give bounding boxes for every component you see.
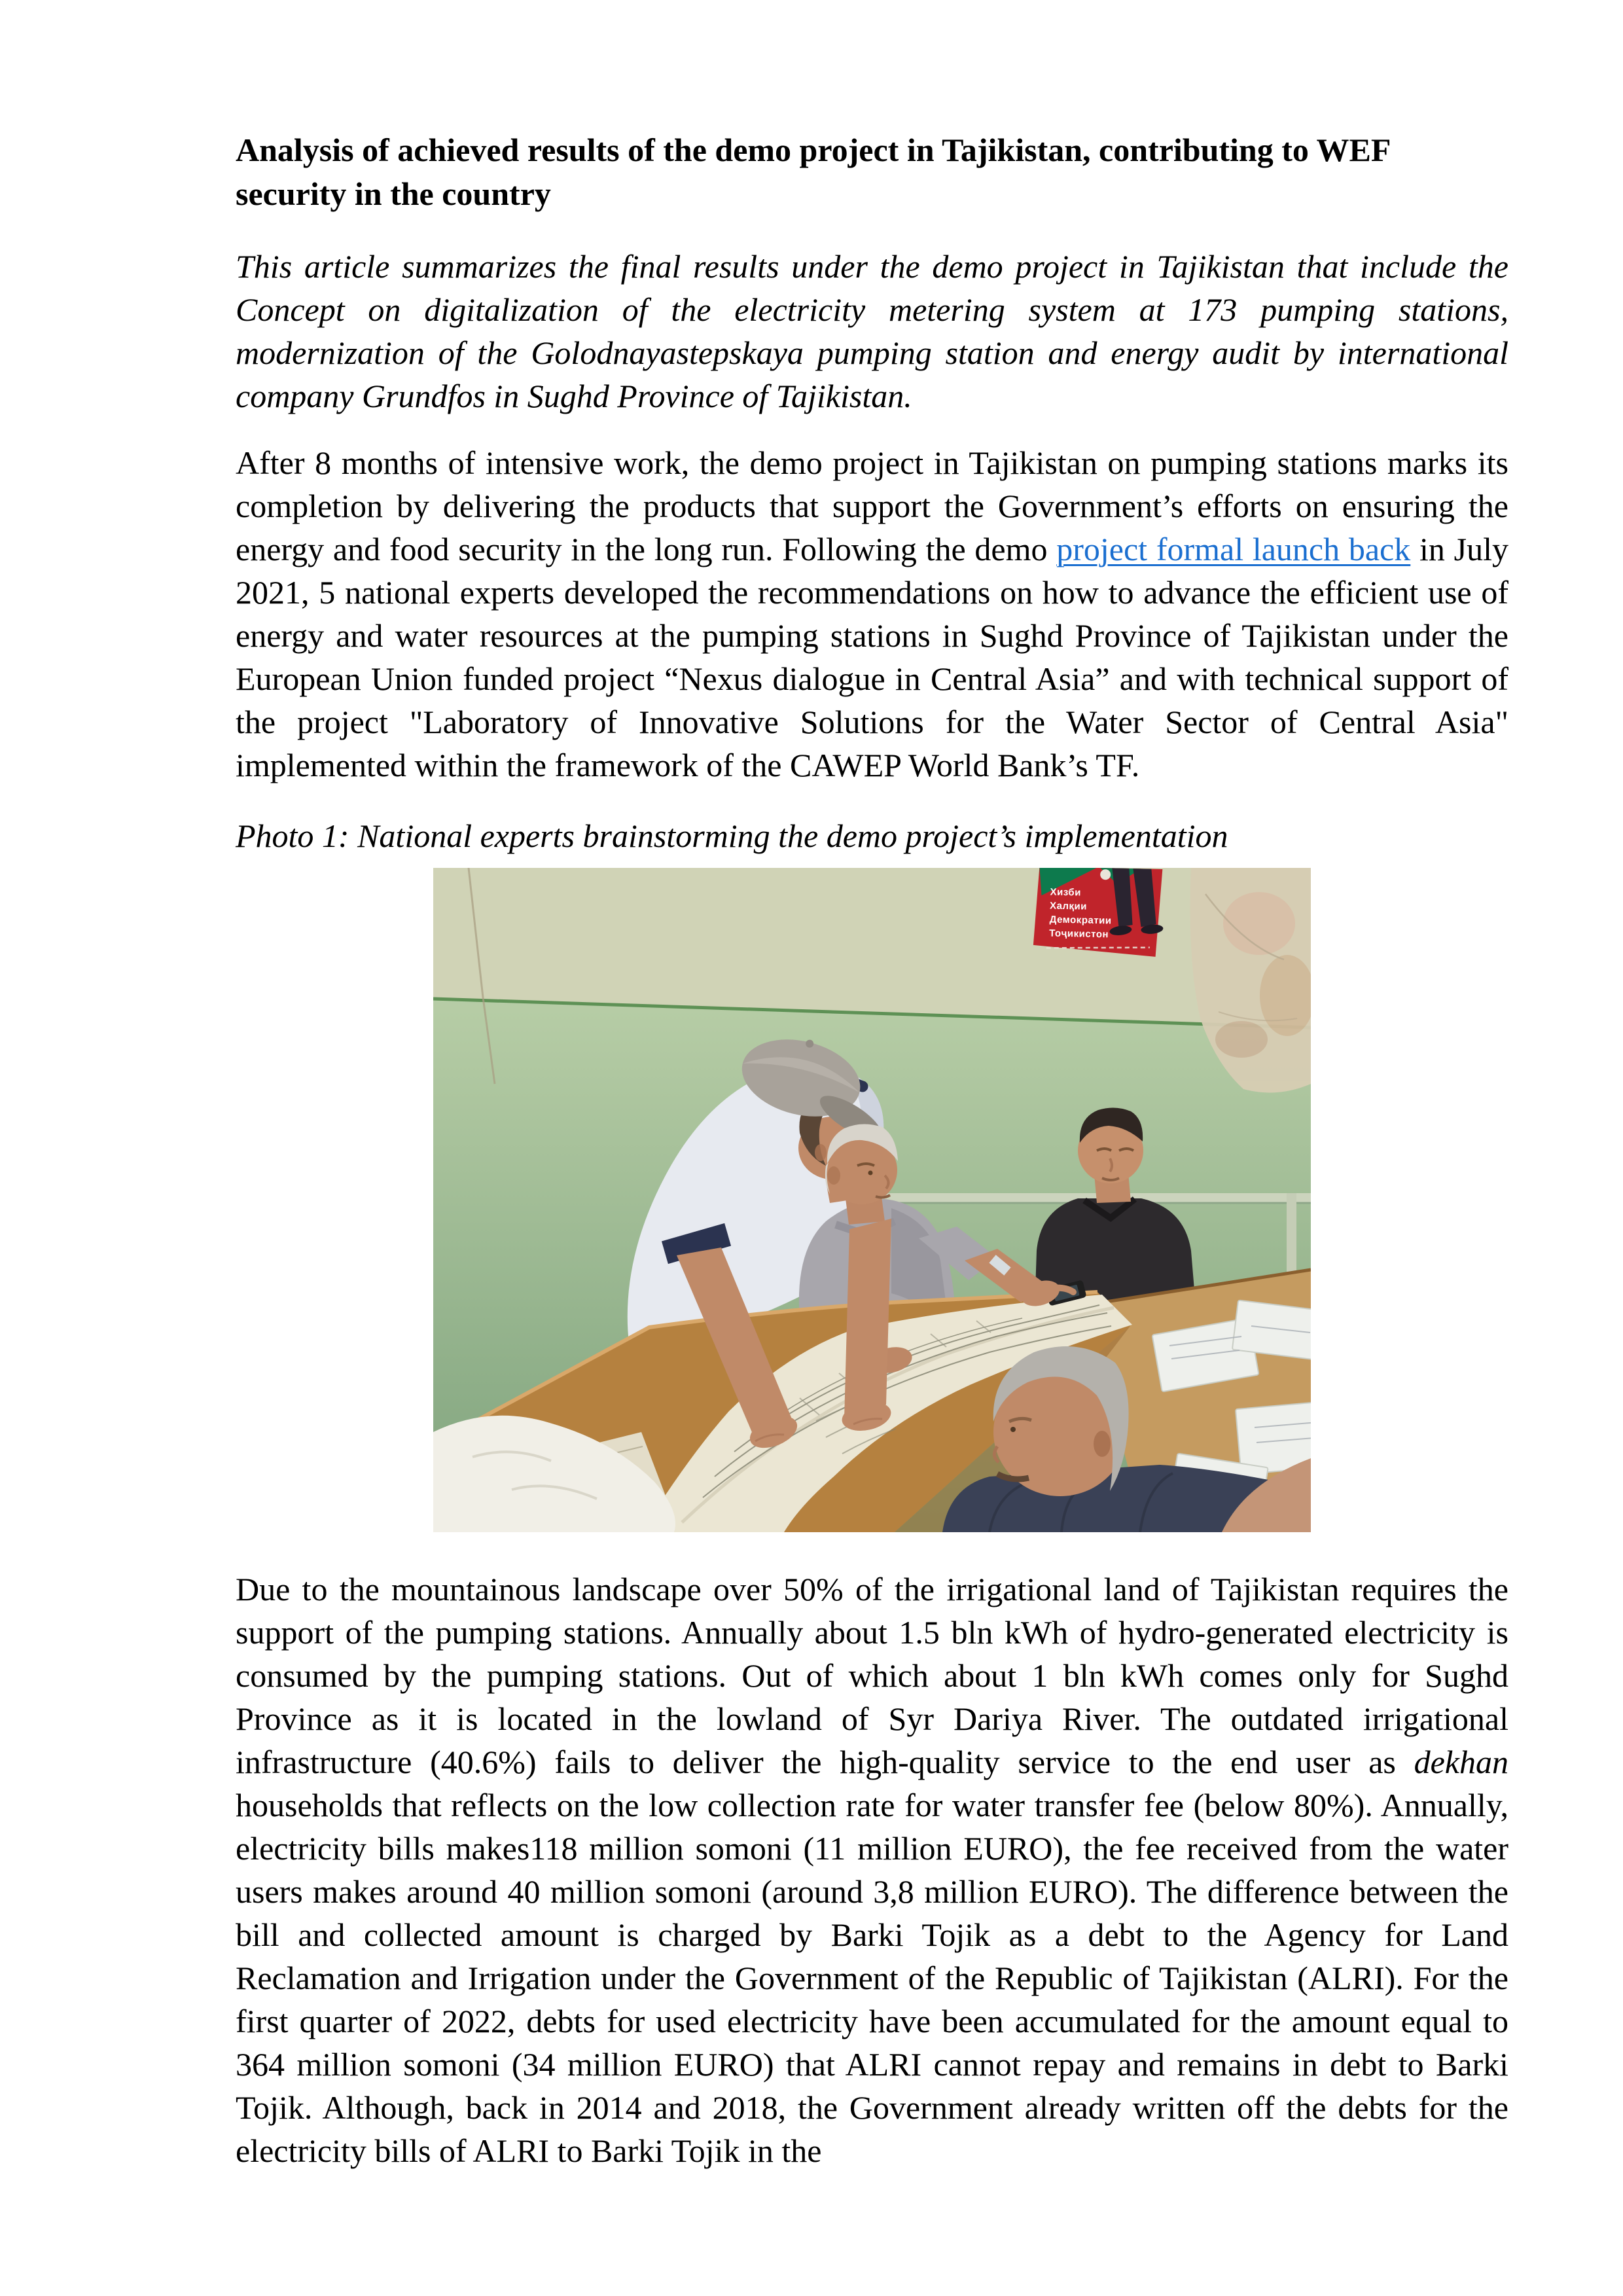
body-paragraph-2 xyxy=(236,1568,1508,2172)
lead-paragraph: This article summarizes the final results under the demo project in Tajikistan that include the Concept on digitalization of the electricity metering system at 173 pumping stations, modernization of the Golodnayastepskaya pumping station and energy audit by international company Grundfos in Sughd Province of Tajikistan. xyxy=(236,248,1508,414)
poster-text-line: Тоҷикистон xyxy=(1049,927,1109,941)
text-run: in July 2021, 5 national experts developed the recommendations on how to advance the efficient use of energy and water resources at the pumping stations in Sughd Province of Tajikistan under the European Union funded project “Nexus dialogue in Central Asia” and with technical support of the project "Laboratory of Innovative Solutions for the Water Sector of Central Asia" implemented within the framework of the CAWEP World Bank’s TF. xyxy=(236,531,1508,783)
poster-text-line: Хизби xyxy=(1050,886,1082,899)
photo-illustration xyxy=(433,868,1311,1532)
text-run: dekhan xyxy=(1414,1744,1508,1780)
text-run: Due to the mountainous landscape over 50% of the irrigational land of Tajikistan requires the support of the pumping stations. Annually about 1.5 bln kWh of hydro-generated electricity is consumed by the pumping stations. Out of which about 1 bln kWh comes only for Sughd Province as it is located in the lowland of Syr Dariya River. The outdated irrigational infrastructure (40.6%) fails to deliver the high-quality service to the end user as xyxy=(236,1571,1508,1780)
poster-text-line: Демократии xyxy=(1049,914,1112,927)
party-poster xyxy=(1033,868,1165,957)
photo-caption: Photo 1: National experts brainstorming the demo project’s implementation xyxy=(236,817,1228,854)
document-title: Analysis of achieved results of the demo project in Tajikistan, contributing to WEF security in the country xyxy=(236,132,1390,212)
photo-figure xyxy=(236,868,1508,1532)
body-paragraph-1 xyxy=(236,441,1508,787)
inline-hyperlink[interactable]: project formal launch back xyxy=(1056,531,1411,567)
text-run: households that reflects on the low collection rate for water transfer fee (below 80%). Annually, electricity bills makes118 million somoni (11 million EURO), the fee received from the water users makes around 40 million somoni (around 3,8 million EURO). The difference between the bill and collected amount is charged by Barki Tojik as a debt to the Agency for Land Reclamation and Irrigation under the Government of the Republic of Tajikistan (ALRI). For the first quarter of 2022, debts for used electricity have been accumulated for the amount equal to 364 million somoni (34 million EURO) that ALRI cannot repay and remains in debt to Barki Tojik. Although, back in 2014 and 2018, the Government already written off the debts for the electricity bills of ALRI to Barki Tojik in the xyxy=(236,1787,1508,2169)
text-run: After 8 months of intensive work, the demo project in Tajikistan on pumping stations marks its completion by delivering the products that support the Government’s efforts on ensuring the energy and food security in the long run. Following the demo xyxy=(236,444,1508,567)
poster-text-line: Халқии xyxy=(1049,900,1088,912)
